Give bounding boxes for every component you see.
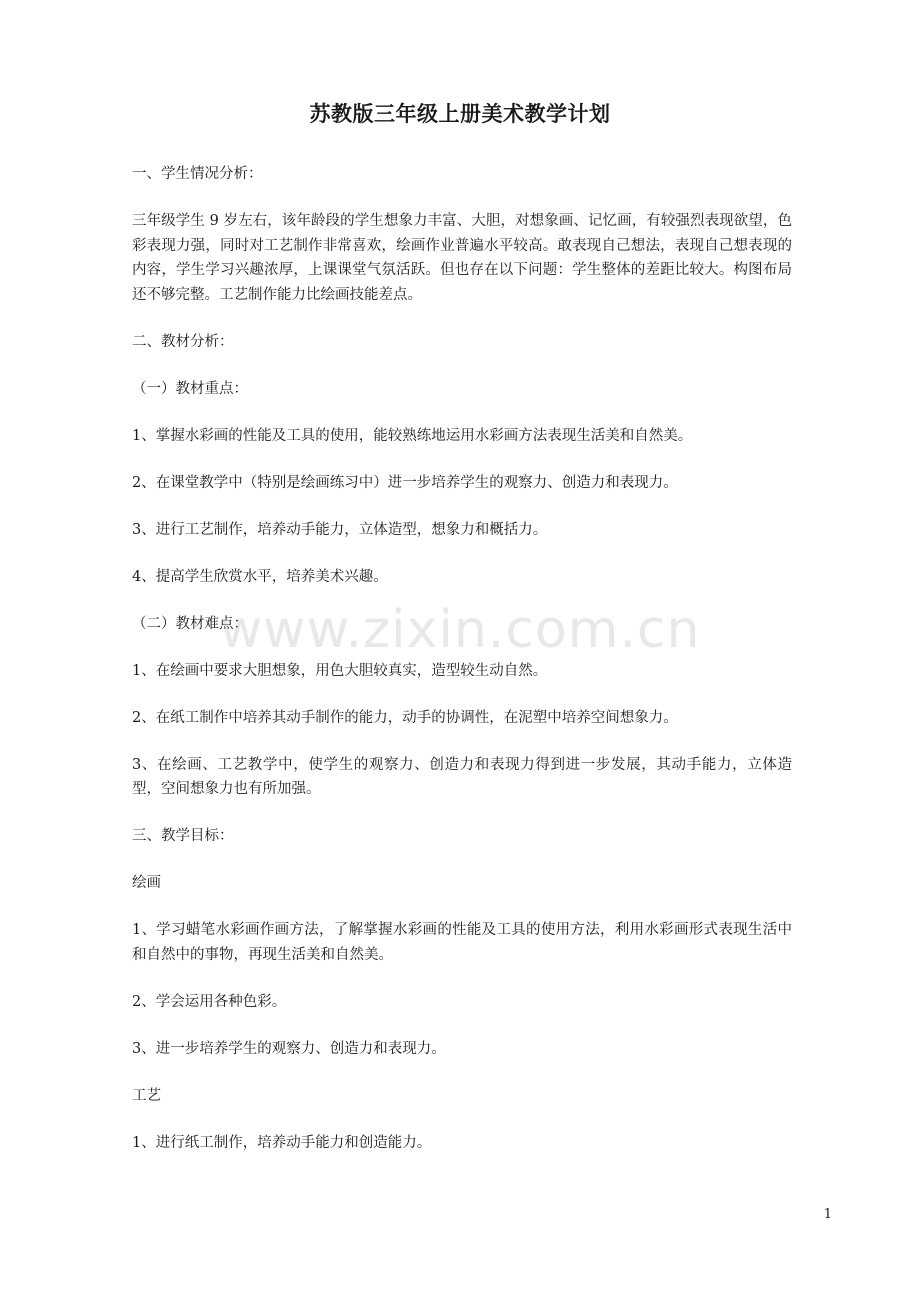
list-item-painting-goal-3: 3、进一步培养学生的观察力、创造力和表现力。 (132, 1040, 446, 1057)
subheading-craft: 工艺 (132, 1087, 161, 1104)
document-title: 苏教版三年级上册美术教学计划 (309, 102, 611, 126)
paragraph-student-analysis: 三年级学生 9 岁左右，该年龄段的学生想象力丰富、大胆，对想象画、记忆画，有较强烈表现欲望，色彩表现力强，同时对工艺制作非常喜欢，绘画作业普遍水平较高。敢表现自己想法，表现自己想表现的内容，学生学习兴趣浓厚，上课课堂气氛活跃。但也存在以下问题：学生整体的差距比较大。构图布局还不够完整。工艺制作能力比绘画技能差点。 (132, 213, 792, 303)
list-item-key-point-3: 3、进行工艺制作，培养动手能力，立体造型，想象力和概括力。 (132, 521, 548, 538)
section-heading-student-analysis: 一、学生情况分析： (132, 166, 263, 182)
list-item-craft-goal-1: 1、进行纸工制作，培养动手能力和创造能力。 (132, 1134, 432, 1151)
list-item-painting-goal-1: 1、学习蜡笔水彩画作画方法，了解掌握水彩画的性能及工具的使用方法，利用水彩画形式表现生活中和自然中的事物，再现生活美和自然美。 (132, 922, 792, 963)
list-item-key-point-4: 4、提高学生欣赏水平，培养美术兴趣。 (132, 568, 388, 585)
list-item-painting-goal-2: 2、学会运用各种色彩。 (132, 993, 287, 1010)
subheading-key-points: （一）教材重点： (132, 380, 248, 397)
list-item-key-point-1: 1、掌握水彩画的性能及工具的使用，能较熟练地运用水彩画方法表现生活美和自然美。 (132, 427, 693, 444)
subheading-painting: 绘画 (132, 875, 161, 891)
subheading-difficult-points: （二）教材难点： (132, 615, 248, 632)
list-item-key-point-2: 2、在课堂教学中（特别是绘画练习中）进一步培养学生的观察力、创造力和表现力。 (132, 474, 678, 491)
list-item-difficult-point-1: 1、在绘画中要求大胆想象，用色大胆较真实，造型较生动自然。 (132, 662, 548, 679)
document-body (132, 162, 792, 1178)
list-item-difficult-point-2: 2、在纸工制作中培养其动手制作的能力，动手的协调性，在泥塑中培养空间想象力。 (132, 709, 678, 726)
section-heading-teaching-goals: 三、教学目标： (132, 828, 234, 844)
list-item-difficult-point-3: 3、在绘画、工艺教学中，使学生的观察力、创造力和表现力得到进一步发展，其动手能力，立体造型，空间想象力也有所加强。 (132, 756, 792, 797)
page-number: 1 (823, 1207, 832, 1222)
section-heading-material-analysis: 二、教材分析： (132, 333, 234, 350)
watermark: www.zixin.com.cn (219, 600, 701, 660)
